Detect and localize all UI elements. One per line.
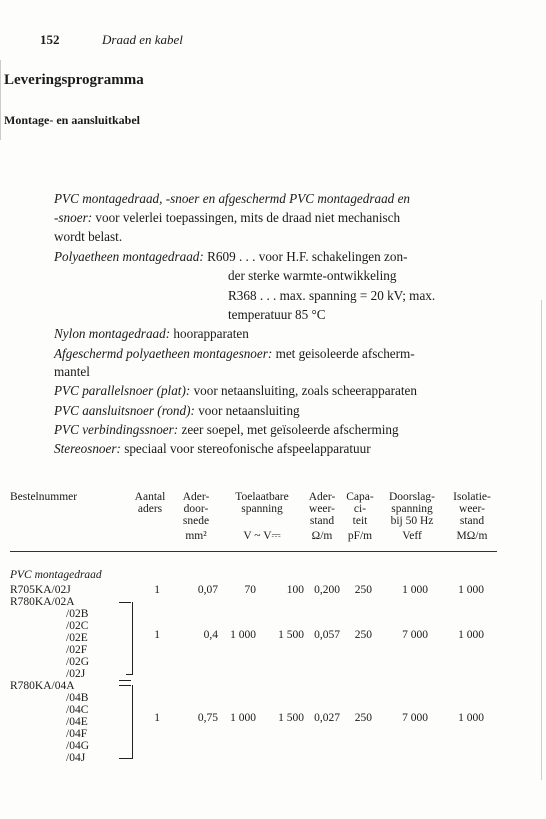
page-edge-shadow: [0, 60, 1, 140]
table-rule: [10, 551, 497, 552]
description-line: der sterke warmte-ontwikkeling: [228, 268, 397, 283]
header-aderweerstand: Ader- weer- stand: [308, 491, 336, 527]
header-unit-pf: pF/m: [347, 530, 373, 542]
group-title: PVC montagedraad: [10, 569, 102, 581]
description-line: -snoer: voor velerlei toepassingen, mits de draad niet mechanisch: [54, 210, 401, 225]
order-code: /02J: [66, 668, 86, 680]
bracket-mid-tick: [119, 680, 131, 681]
order-code: /02G: [66, 656, 89, 668]
header-unit-mm2: mm²: [185, 530, 207, 542]
header-aderdoorsnede: Ader- door- snede: [182, 491, 210, 527]
page-edge-shadow: [541, 300, 542, 780]
running-head: Draad en kabel: [102, 32, 183, 47]
description-line: R368 . . . max. spanning = 20 kV; max.: [228, 288, 436, 303]
description-line: PVC montagedraad, -snoer en afgeschermd PVC montagedraad en: [54, 191, 411, 206]
bracket-bottom-tick: [119, 758, 131, 759]
subsection-title: Montage- en aansluitkabel: [4, 113, 141, 127]
bracket-group-02: [126, 602, 133, 675]
order-code: R780KA/02A: [10, 596, 75, 608]
order-code: /04C: [66, 704, 89, 716]
description-line: PVC parallelsnoer (plat): voor netaansluiting, zoals scheerapparaten: [54, 383, 417, 398]
header-isolatieweerstand: Isolatie- weer- stand: [453, 491, 491, 527]
description-line: Nylon montagedraad: hoorapparaten: [54, 326, 249, 341]
order-code: R780KA/04A: [10, 680, 75, 692]
header-doorslagspanning: Doorslag- spanning bij 50 Hz: [389, 491, 435, 527]
order-code: /04F: [66, 728, 88, 740]
description-line: wordt belast.: [54, 229, 123, 244]
order-code: /02E: [66, 632, 88, 644]
order-code: /02C: [66, 620, 89, 632]
description-line: PVC verbindingssnoer: zeer soepel, met geïsoleerde afscherming: [54, 422, 399, 437]
header-unit-ohm: Ω/m: [311, 530, 333, 542]
order-code: /02F: [66, 644, 88, 656]
order-code: /02B: [66, 608, 89, 620]
header-unit-veff: Veff: [402, 530, 422, 542]
order-code: /04J: [66, 752, 86, 764]
order-code: /04E: [66, 716, 88, 728]
bracket-group-04: [126, 685, 133, 759]
header-bestelnummer: Bestelnummer: [10, 491, 78, 503]
description-line: PVC aansluitsnoer (rond): voor netaansluiting: [54, 403, 300, 418]
description-line: Polyaetheen montagedraad: R609 . . . voor H.F. schakelingen zon-: [54, 249, 408, 264]
order-code: /04B: [66, 692, 89, 704]
description-line: temperatuur 85 °C: [228, 307, 326, 322]
header-unit-volt: V ~ V⎓: [243, 530, 281, 542]
description-line: Afgeschermd polyaetheen montagesnoer: met geisoleerde afscherm-: [54, 346, 415, 361]
description-line: Stereosnoer: speciaal voor stereofonische afspeelapparatuur: [54, 441, 371, 456]
header-aantal-aders: Aantal aders: [134, 491, 166, 515]
section-title: Leveringsprogramma: [4, 72, 144, 88]
header-capaciteit: Capa- ci- teit: [346, 491, 374, 527]
header-toelaatbare-spanning: Toelaatbare spanning: [235, 491, 289, 515]
page-number: 152: [40, 32, 60, 47]
order-code: R705KA/02J: [10, 584, 71, 596]
order-code: /04G: [66, 740, 89, 752]
header-unit-mohm: MΩ/m: [456, 530, 488, 542]
description-line: mantel: [54, 364, 90, 379]
